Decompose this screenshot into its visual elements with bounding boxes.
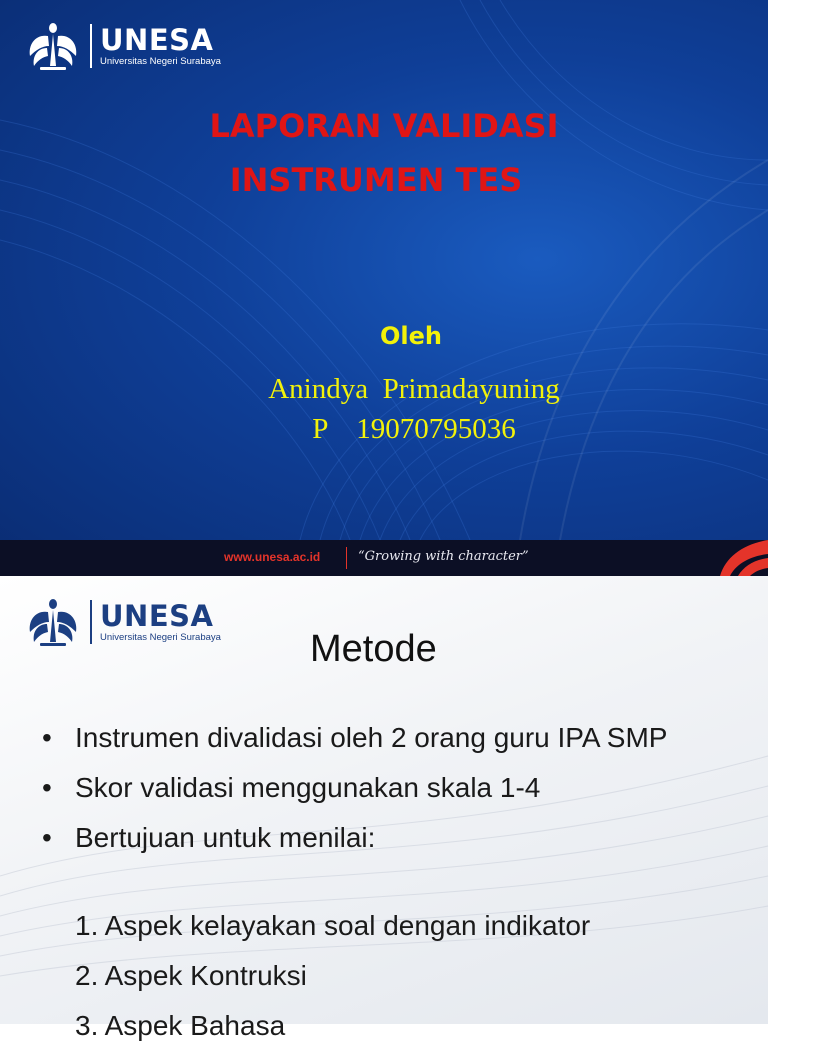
bullet-icon: • [42,722,52,753]
footer-url: www.unesa.ac.id [224,550,321,564]
logo-name: UNESA [100,598,214,633]
list-item-text: Bertujuan untuk menilai: [75,822,376,853]
numbered-item: 3. Aspek Bahasa [75,1010,286,1041]
bullet-icon: • [42,772,52,803]
logo-name: UNESA [100,22,214,57]
corner-ribbon-decoration [700,520,768,576]
slide-title-line-2: INSTRUMEN TES [229,161,523,199]
logo-subtitle: Universitas Negeri Surabaya [100,631,221,643]
footer-tagline: “Growing with character” [358,549,529,564]
unesa-emblem-icon [26,20,80,72]
list-item [42,820,742,856]
footer-separator [346,547,347,569]
by-label: Oleh [380,322,442,350]
list-item-text: Instrumen divalidasi oleh 2 orang guru IPA SMP [75,722,668,753]
unesa-logo-slide2 [26,596,221,648]
slide-title-line-1: LAPORAN VALIDASI [209,107,559,145]
logo-divider [90,600,92,644]
author-id: P 19070795036 [312,413,516,445]
list-item-text: Skor validasi menggunakan skala 1-4 [75,772,541,803]
bullet-list [42,720,742,870]
content-slide [0,576,768,1041]
numbered-item: 1. Aspek kelayakan soal dengan indikator [75,910,591,941]
bullet-icon: • [42,822,52,853]
background-swirl-decoration [0,0,768,540]
numbered-item: 2. Aspek Kontruksi [75,960,307,991]
list-item [42,720,742,756]
logo-divider [90,24,92,68]
logo-subtitle: Universitas Negeri Surabaya [100,55,221,67]
slide-heading: Metode [310,628,437,670]
numbered-list [75,908,590,1058]
unesa-logo [26,20,221,72]
author-name: Anindya Primadayuning [268,373,560,405]
unesa-emblem-icon [26,596,80,648]
list-item [42,770,742,806]
